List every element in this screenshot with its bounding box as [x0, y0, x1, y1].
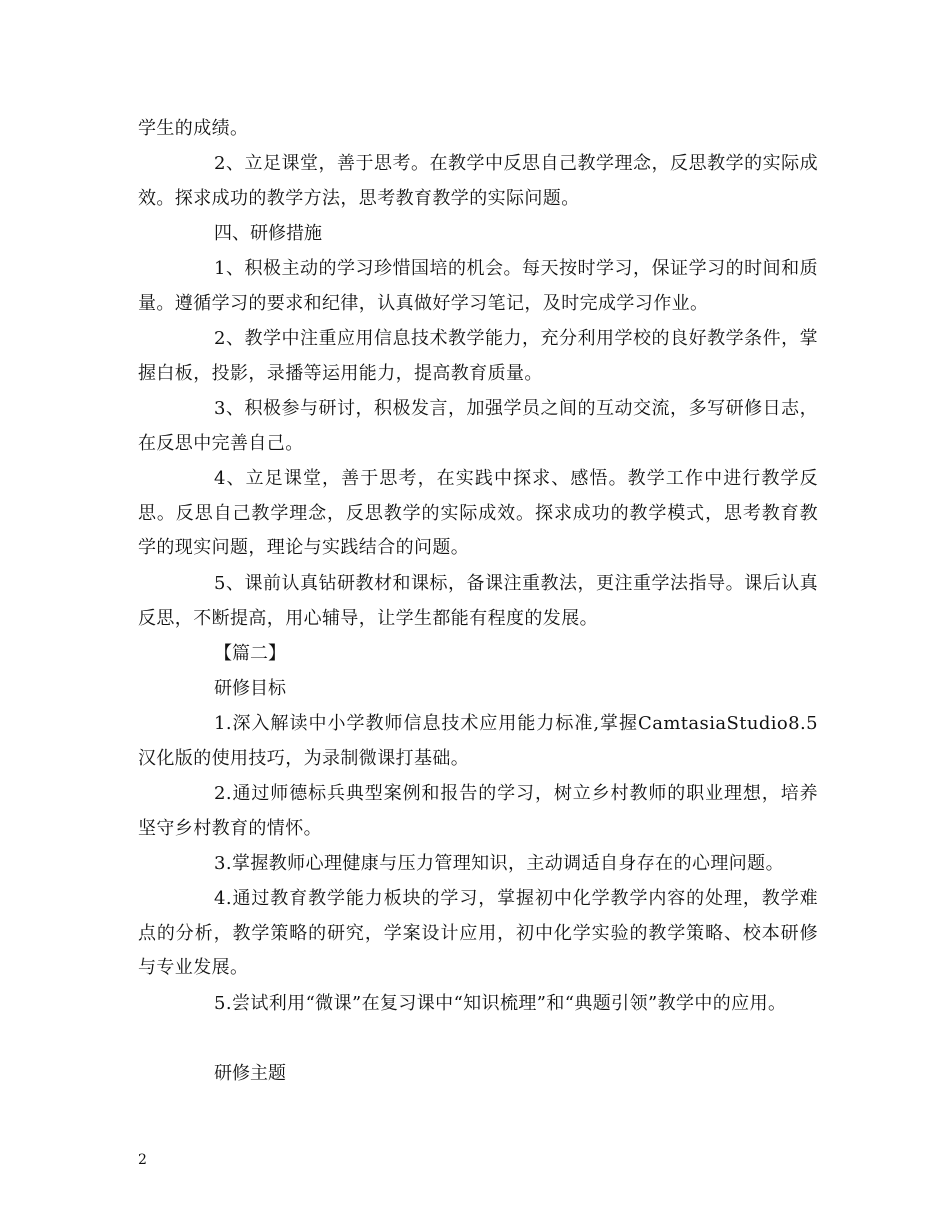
- paragraph-measure-1: 1、积极主动的学习珍惜国培的机会。每天按时学习，保证学习的时间和质量。遵循学习的要求和纪律，认真做好学习笔记，及时完成学习作业。: [138, 258, 818, 314]
- section-heading-measures: 四、研修措施: [214, 223, 322, 244]
- paragraph-goal-3: 3.掌握教师心理健康与压力管理知识，主动调适自身存在的心理问题。: [214, 853, 784, 874]
- paragraph-measure-2: 2、教学中注重应用信息技术教学能力，充分利用学校的良好教学条件，掌握白板，投影，录播等运用能力，提高教育质量。: [138, 328, 818, 384]
- paragraph-goal-4: 4.通过教育教学能力板块的学习，掌握初中化学教学内容的处理，教学难点的分析，教学策略的研究，学案设计应用，初中化学实验的教学策略、校本研修与专业发展。: [138, 888, 818, 979]
- section-heading-part-two: 【篇二】: [214, 643, 286, 664]
- page-number: 2: [138, 1152, 147, 1168]
- section-heading-theme: 研修主题: [214, 1063, 286, 1084]
- paragraph-measure-3: 3、积极参与研讨，积极发言，加强学员之间的互动交流，多写研修日志，在反思中完善自己。: [138, 398, 818, 454]
- paragraph-goal-1: 1.深入解读中小学教师信息技术应用能力标准,掌握CamtasiaStudio8.5汉化版的使用技巧，为录制微课打基础。: [138, 713, 818, 769]
- paragraph-goal-5: 5.尝试利用“微课”在复习课中“知识梳理”和“典题引领”教学中的应用。: [214, 993, 787, 1014]
- paragraph-item-2-practice: 2、立足课堂，善于思考。在教学中反思自己教学理念，反思教学的实际成效。探求成功的教学方法，思考教育教学的实际问题。: [138, 153, 818, 209]
- section-heading-goals: 研修目标: [214, 678, 286, 699]
- paragraph-goal-2: 2.通过师德标兵典型案例和报告的学习，树立乡村教师的职业理想，培养坚守乡村教育的情怀。: [138, 783, 818, 839]
- paragraph-continuation: 学生的成绩。: [138, 118, 249, 139]
- paragraph-measure-4: 4、立足课堂，善于思考，在实践中探求、感悟。教学工作中进行教学反思。反思自己教学理念，反思教学的实际成效。探求成功的教学模式，思考教育教学的现实问题，理论与实践结合的问题。: [138, 468, 818, 559]
- paragraph-measure-5: 5、课前认真钻研教材和课标，备课注重教法，更注重学法指导。课后认真反思，不断提高，用心辅导，让学生都能有程度的发展。: [138, 573, 818, 629]
